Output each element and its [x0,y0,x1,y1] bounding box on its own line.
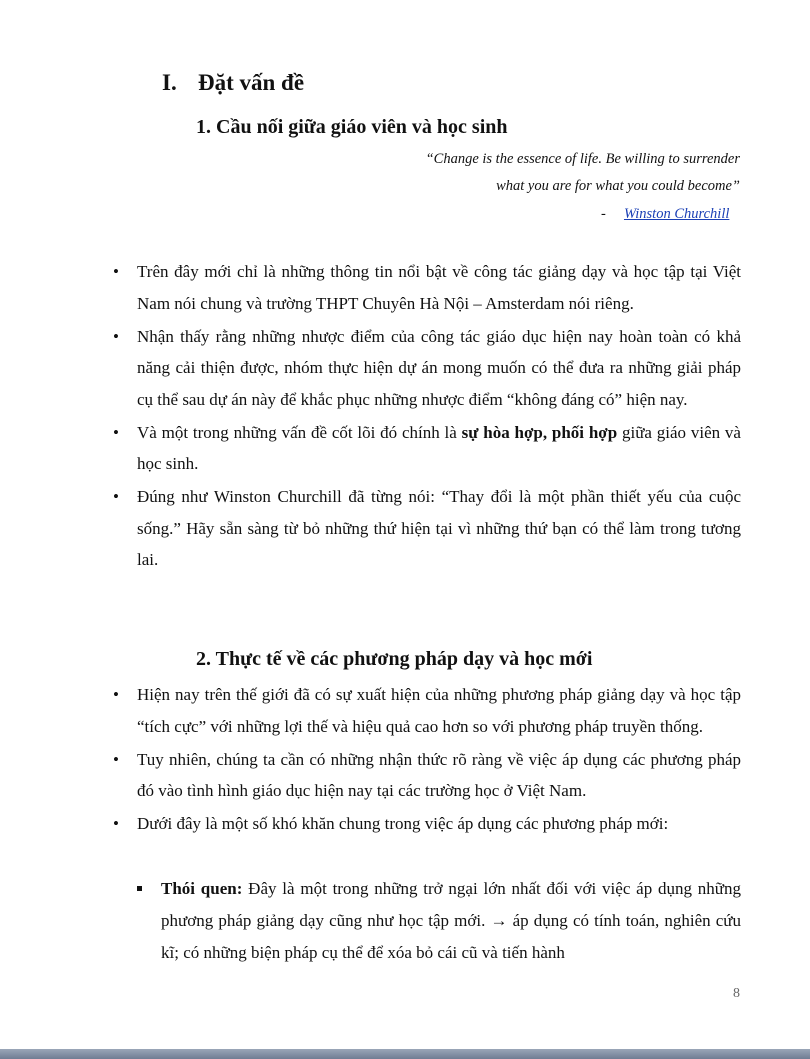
list-item [0,744,810,807]
sub-bullet-list [0,873,810,969]
quote-line-2: what you are for what you could become” [496,178,740,194]
bullet-icon: • [113,814,119,833]
list-item [0,808,810,840]
list-item [0,321,810,416]
attribution-dash: - [601,206,606,222]
bullet-icon: • [113,749,119,769]
list-item-text: Trên đây mới chỉ là những thông tin nổi bật về công tác giảng dạy và học tập tại Việt Nam nói chung và trường THPT Chuyên Hà Nội – Amsterdam nói riêng. [137,262,741,313]
section-heading [162,70,304,96]
list-item [0,256,810,319]
list-item [0,679,810,742]
list-item [0,481,810,576]
section-title: Đặt vấn đề [198,70,305,95]
list-item-text: Hiện nay trên thế giới đã có sự xuất hiện của những phương pháp giảng dạy và học tập “tích cực” với những lợi thế và hiệu quả cao hơn so với phương pháp truyền thống. [137,685,741,736]
bullet-icon: • [113,326,119,346]
subsection-heading-1: 1. Cầu nối giữa giáo viên và học sinh [196,116,508,138]
section-number: I. [162,70,177,95]
emphasis-text: sự hòa hợp, phối hợp [461,422,618,442]
subsection-heading-2: 2. Thực tế về các phương pháp dạy và học mới [196,648,593,670]
window-bottom-bar [0,1049,810,1059]
list-item-text: Đúng như Winston Churchill đã từng nói: “Thay đổi là một phần thiết yếu của cuộc sống.” Hãy sẵn sàng từ bỏ những thứ hiện tại vì những thứ bạn có thể làm trong tương lai. [137,487,741,569]
square-bullet-icon [137,886,142,891]
list-item-text: Tuy nhiên, chúng ta cần có những nhận thức rõ ràng về việc áp dụng các phương pháp đó vào tình hình giáo dục hiện nay tại các trường học ở Việt Nam. [137,749,741,800]
bullet-icon: • [113,685,119,704]
page-number: 8 [733,986,740,1001]
bullet-icon: • [113,262,119,281]
bullet-icon: • [113,422,119,442]
quote-line-1: “Change is the essence of life. Be willing to surrender [425,151,740,167]
list-item-text: giữa giáo viên và học sinh. [137,422,741,473]
author-link[interactable]: Winston Churchill [623,206,730,222]
list-item-text: Và một trong những vấn đề cốt lõi đó chính là [137,422,462,442]
list-item-text: Nhận thấy rằng những nhược điểm của công tác giáo dục hiện nay hoàn toàn có khả năng cải thiện được, nhóm thực hiện dự án mong muốn có thể đưa ra những giải pháp cụ thể sau dự án này để khắc phục những nhược điểm “không đáng có” hiện nay. [137,326,741,409]
sub-list-item [0,873,810,969]
sub-item-text: Đây là một trong những trở ngại lớn nhất đối với việc áp dụng những phương pháp giảng dạy cũng như học tập mới. → áp dụng có tính toán, nghiên cứu kĩ; có những biện pháp cụ thể để xóa bỏ cái cũ và tiến hành [161,879,741,962]
list-item-text: Dưới đây là một số khó khăn chung trong việc áp dụng các phương pháp mới: [137,814,669,833]
bullet-list-1 [0,256,810,577]
sub-item-label: Thói quen: [161,879,243,898]
bullet-list-2 [0,679,810,841]
list-item [0,417,810,480]
quote-attribution [601,206,729,223]
bullet-icon: • [113,487,119,506]
